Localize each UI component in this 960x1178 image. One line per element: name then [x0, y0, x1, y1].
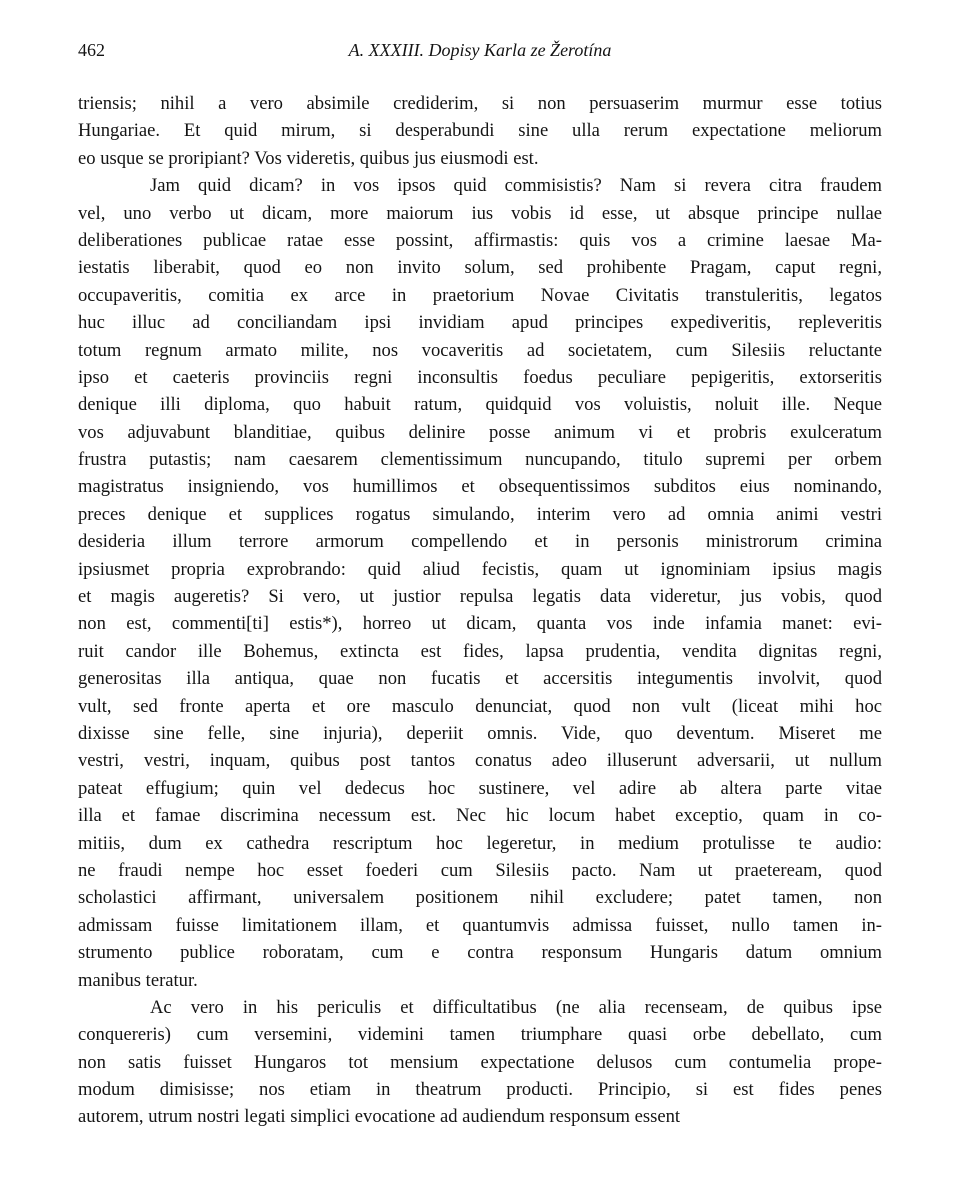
- text-line: admissam fuisse limitationem illam, et quantumvis admissa fuisset, nullo tamen in-: [78, 914, 882, 936]
- text-line: generositas illa antiqua, quae non fucatis et accersitis integumentis involvit, quod: [78, 668, 882, 690]
- text-line: strumento publice roboratam, cum e contra responsum Hungaris datum omnium: [78, 942, 882, 964]
- text-line: et magis augeretis? Si vero, ut justior repulsa legatis data videretur, jus vobis, quod: [78, 586, 882, 608]
- text-line: magistratus insigniendo, vos humillimos et obsequentissimos subditos eius nominando,: [78, 476, 882, 498]
- text-line: vult, sed fronte aperta et ore masculo denunciat, quod non vult (liceat mihi hoc: [78, 695, 882, 717]
- paragraph: [78, 994, 882, 1131]
- text-line: Jam quid dicam? in vos ipsos quid commisistis? Nam si revera citra fraudem: [150, 175, 882, 197]
- text-line: iestatis liberabit, quod eo non invito solum, sed prohibente Pragam, caput regni,: [78, 257, 882, 279]
- paragraph: [78, 172, 882, 994]
- text-line: ipso et caeteris provinciis regni inconsultis foedus peculiare pepigeritis, extorseritis: [78, 366, 882, 388]
- text-line: denique illi diploma, quo habuit ratum, quidquid vos voluistis, noluit ille. Neque: [78, 394, 882, 416]
- text-line: vestri, vestri, inquam, quibus post tantos conatus adeo illuserunt adversarii, ut nullum: [78, 750, 882, 772]
- text-line: huc illuc ad conciliandam ipsi invidiam apud principes expediveritis, repleveritis: [78, 312, 882, 334]
- text-line: modum dimisisse; nos etiam in theatrum producti. Principio, si est fides penes: [78, 1079, 882, 1101]
- text-line: desideria illum terrore armorum compellendo et in personis ministrorum crimina: [78, 531, 882, 553]
- text-line: dixisse sine felle, sine injuria), deperiit omnis. Vide, quo deventum. Miseret me: [78, 722, 882, 744]
- text-line: vel, uno verbo ut dicam, more maiorum ius vobis id esse, ut absque principe nullae: [78, 202, 882, 224]
- text-line: conquereris) cum versemini, videmini tamen triumphare quasi orbe debellato, cum: [78, 1024, 882, 1046]
- paragraph: [78, 90, 882, 172]
- text-line: autorem, utrum nostri legati simplici evocatione ad audiendum responsum essent: [78, 1106, 681, 1128]
- text-line: scholastici affirmant, universalem positionem nihil excludere; patet tamen, non: [78, 887, 882, 909]
- body-text: [78, 90, 882, 1131]
- text-line: frustra putastis; nam caesarem clementissimum nuncupando, titulo supremi per orbem: [78, 449, 882, 471]
- page-header: [78, 40, 882, 70]
- text-line: preces denique et supplices rogatus simulando, interim vero ad omnia animi vestri: [78, 503, 882, 525]
- running-title: A. XXXIII. Dopisy Karla ze Žerotína: [348, 40, 612, 60]
- text-line: non satis fuisset Hungaros tot mensium expectatione delusos cum contumelia prope-: [78, 1051, 882, 1073]
- text-line: non est, commenti[ti] estis*), horreo ut dicam, quanta vos inde infamia manet: evi-: [78, 613, 882, 635]
- text-line: pateat effugium; quin vel dedecus hoc sustinere, vel adire ab altera parte vitae: [78, 777, 882, 799]
- text-line: Ac vero in his periculis et difficultatibus (ne alia recenseam, de quibus ipse: [150, 996, 882, 1018]
- text-line: ipsiusmet propria exprobrando: quid aliud fecistis, quam ut ignominiam ipsius magis: [78, 558, 882, 580]
- text-line: mitiis, dum ex cathedra rescriptum hoc legeretur, in medium protulisse te audio:: [78, 832, 882, 854]
- text-line: Hungariae. Et quid mirum, si desperabundi sine ulla rerum expectatione meliorum: [78, 120, 882, 142]
- text-line: ruit candor ille Bohemus, extincta est fides, lapsa prudentia, vendita dignitas regni,: [78, 640, 882, 662]
- text-line: manibus teratur.: [78, 969, 198, 991]
- text-line: totum regnum armato milite, nos vocaveritis ad societatem, cum Silesiis reluctante: [78, 339, 882, 361]
- text-line: deliberationes publicae ratae esse possint, affirmastis: quis vos a crimine laesae Ma-: [78, 229, 882, 251]
- text-line: eo usque se proripiant? Vos videretis, quibus jus eiusmodi est.: [78, 147, 539, 169]
- text-line: ne fraudi nempe hoc esset foederi cum Silesiis pacto. Nam ut praeteream, quod: [78, 859, 882, 881]
- text-line: illa et famae discrimina necessum est. Nec hic locum habet exceptio, quam in co-: [78, 805, 882, 827]
- text-line: triensis; nihil a vero absimile crediderim, si non persuaserim murmur esse totius: [78, 93, 882, 114]
- page-number: 462: [78, 40, 105, 60]
- text-line: occupaveritis, comitia ex arce in praetorium Novae Civitatis transtuleritis, legatos: [78, 284, 882, 306]
- text-line: vos adjuvabunt blanditiae, quibus delinire posse animum vi et probris exulceratum: [78, 421, 882, 443]
